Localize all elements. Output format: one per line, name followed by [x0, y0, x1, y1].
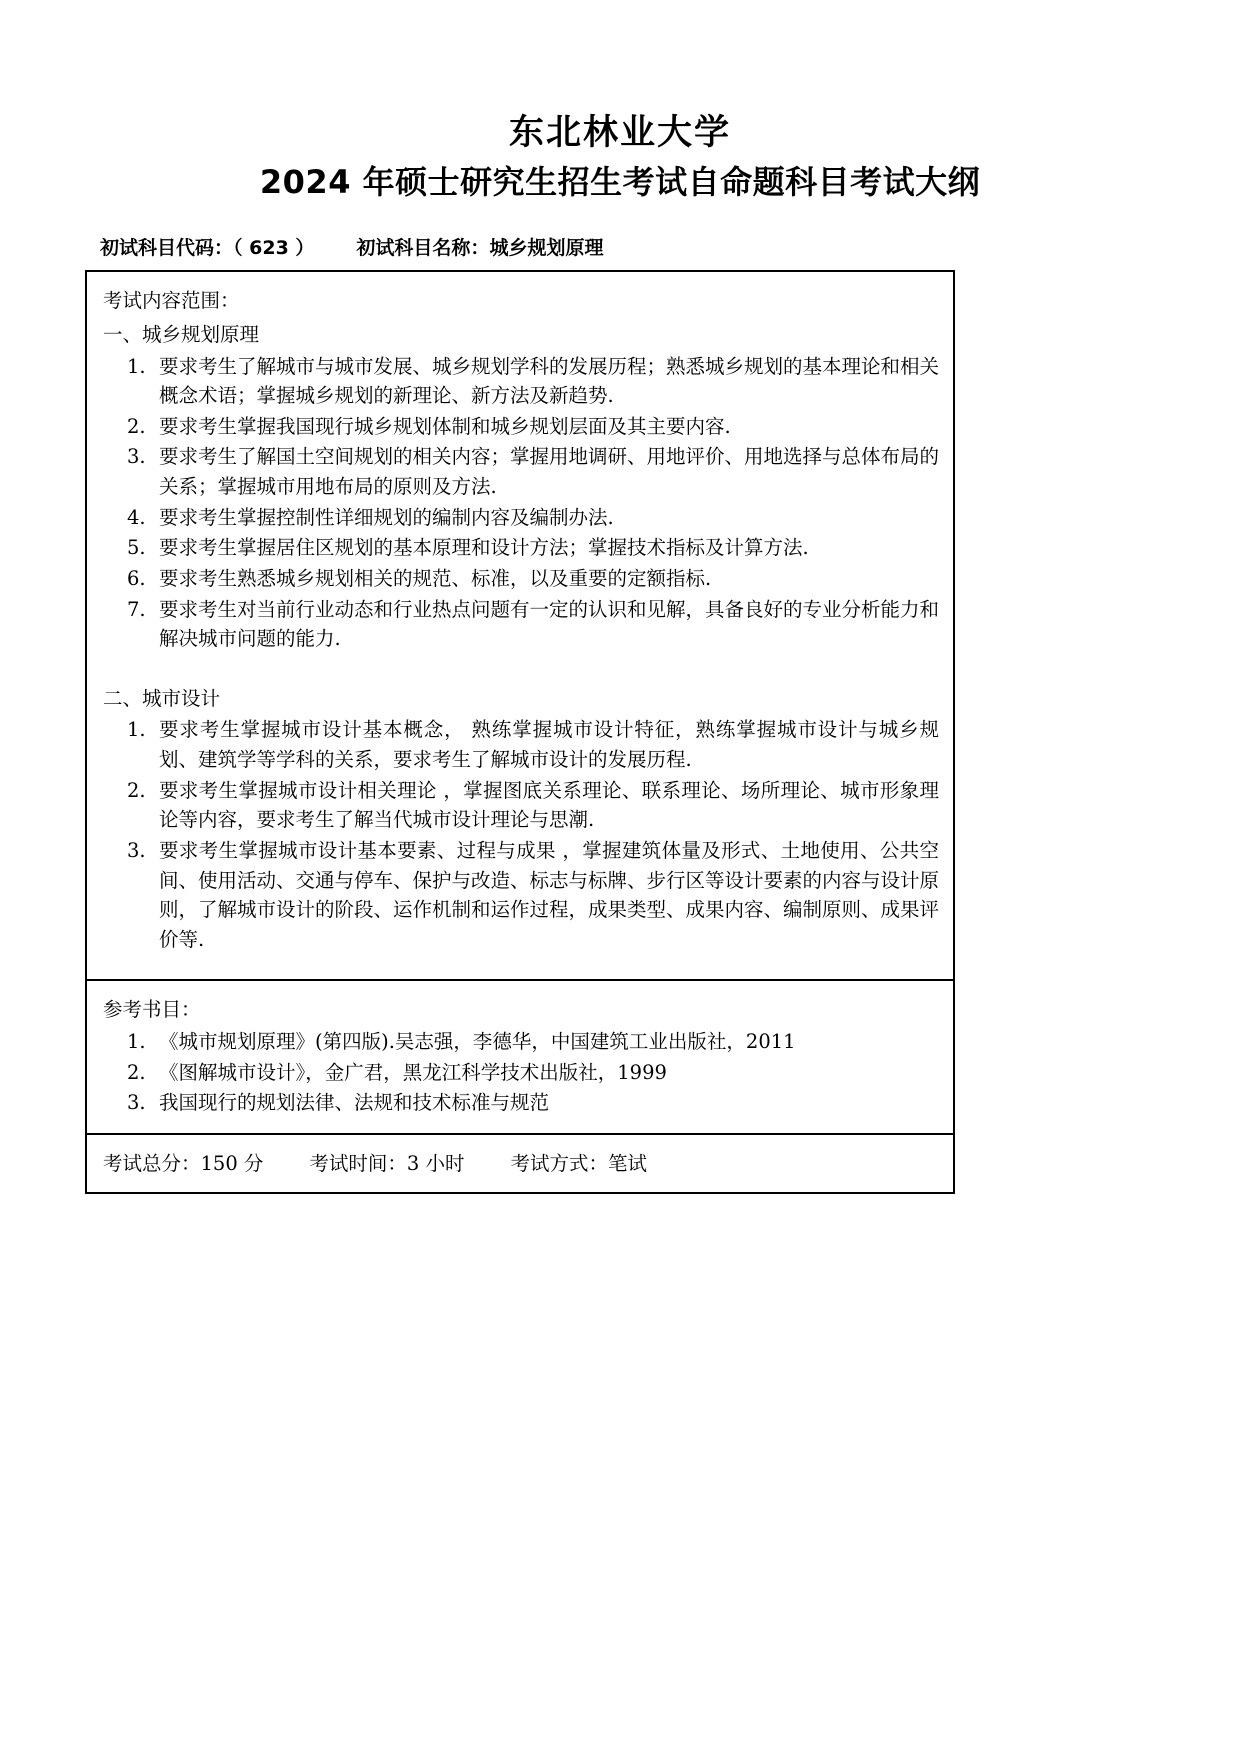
list-item [103, 533, 939, 563]
subject-code-close-paren: ） [295, 237, 315, 260]
list-item [103, 1027, 939, 1057]
list-item [103, 595, 939, 654]
document-header [0, 0, 1240, 203]
subject-name-label: 初试科目名称： [356, 237, 490, 260]
list-item-number: 2. [127, 414, 146, 438]
list-item-text: 要求考生了解国土空间规划的相关内容；掌握用地调研、用地评价、用地选择与总体布局的关系；掌握城市用地布局的原则及方法. [159, 445, 940, 499]
list-item-number: 1. [127, 718, 146, 742]
section-1-list [103, 352, 939, 654]
list-item-number: 4. [127, 505, 146, 529]
list-item-text: 要求考生掌握控制性详细规划的编制内容及编制办法. [159, 505, 614, 529]
list-item-text: 《图解城市设计》，金广君，黑龙江科学技术出版社，1999 [159, 1060, 667, 1084]
list-item-number: 1. [127, 354, 146, 378]
exam-info-row [103, 1149, 939, 1178]
list-item-number: 3. [127, 838, 146, 862]
list-item-text: 要求考生掌握我国现行城乡规划体制和城乡规划层面及其主要内容. [159, 414, 731, 438]
list-item-number: 1. [127, 1030, 146, 1054]
list-item-text: 要求考生了解城市与城市发展、城乡规划学科的发展历程；熟悉城乡规划的基本理论和相关概念术语；掌握城乡规划的新理论、新方法及新趋势. [159, 354, 940, 408]
list-item [103, 442, 939, 501]
university-name: 东北林业大学 [508, 113, 731, 153]
list-item-number: 6. [127, 566, 146, 590]
subject-code-line [0, 233, 1240, 260]
section-heading-1: 一、城乡规划原理 [103, 322, 260, 346]
references-cell [87, 979, 953, 1133]
list-item-text: 要求考生掌握城市设计相关理论 ，掌握图底关系理论、联系理论、场所理论、城市形象理论等内容，要求考生了解当代城市设计理论与思潮. [159, 778, 939, 832]
list-item-text: 要求考生掌握城市设计基本概念， 熟练掌握城市设计特征，熟练掌握城市设计与城乡规划、建筑学等学科的关系，要求考生了解城市设计的发展历程. [159, 718, 939, 772]
list-item-number: 2. [127, 1060, 146, 1084]
exam-duration: 考试时间：3 小时 [309, 1151, 465, 1175]
list-item-number: 3. [127, 1091, 146, 1115]
exam-method: 考试方式：笔试 [510, 1151, 648, 1175]
section-heading-2: 二、城市设计 [103, 686, 221, 710]
exam-scope-label: 考试内容范围： [103, 289, 240, 313]
subject-code-value: 623 [242, 237, 296, 260]
references-heading: 参考书目： [103, 998, 201, 1022]
exam-total-score: 考试总分：150 分 [103, 1151, 264, 1175]
list-item-text: 要求考生掌握城市设计基本要素、过程与成果 ，掌握建筑体量及形式、土地使用、公共空间、使用活动、交通与停车、保护与改造、标志与标牌、步行区等设计要素的内容与设计原则，了解城市设计的阶段、运作机制和运作过程，成果类型、成果内容、编制原则、成果评价等. [159, 838, 940, 951]
list-item-number: 3. [127, 445, 146, 469]
list-item [103, 564, 939, 594]
list-item [103, 503, 939, 533]
exam-info-cell [87, 1133, 953, 1192]
list-item-text: 我国现行的规划法律、法规和技术标准与规范 [159, 1091, 550, 1115]
list-item-text: 要求考生对当前行业动态和行业热点问题有一定的认识和见解，具备良好的专业分析能力和解决城市问题的能力. [159, 597, 940, 651]
cell-bottom-spacer [103, 955, 939, 965]
list-item [103, 715, 939, 774]
page-title: 2024 年硕士研究生招生考试自命题科目考试大纲 [259, 162, 981, 201]
list-item-text: 要求考生掌握居住区规划的基本原理和设计方法；掌握技术指标及计算方法. [159, 536, 809, 560]
list-item-text: 要求考生熟悉城乡规划相关的规范、标准，以及重要的定额指标. [159, 566, 712, 590]
syllabus-table [85, 270, 955, 1194]
subject-code-label: 初试科目代码：（ [100, 237, 243, 260]
section-2-list [103, 715, 939, 954]
list-item-number: 5. [127, 536, 146, 560]
subject-name-value: 城乡规划原理 [489, 237, 604, 260]
list-item-number: 2. [127, 778, 146, 802]
list-item-number: 7. [127, 597, 146, 621]
list-item [103, 1058, 939, 1088]
list-item [103, 352, 939, 411]
list-item [103, 1088, 939, 1118]
list-item [103, 776, 939, 835]
exam-scope-cell [87, 272, 953, 979]
list-item-text: 《城市规划原理》(第四版).吴志强，李德华，中国建筑工业出版社，2011 [159, 1030, 796, 1054]
list-item [103, 836, 939, 955]
list-item [103, 412, 939, 442]
references-list [103, 1027, 939, 1118]
